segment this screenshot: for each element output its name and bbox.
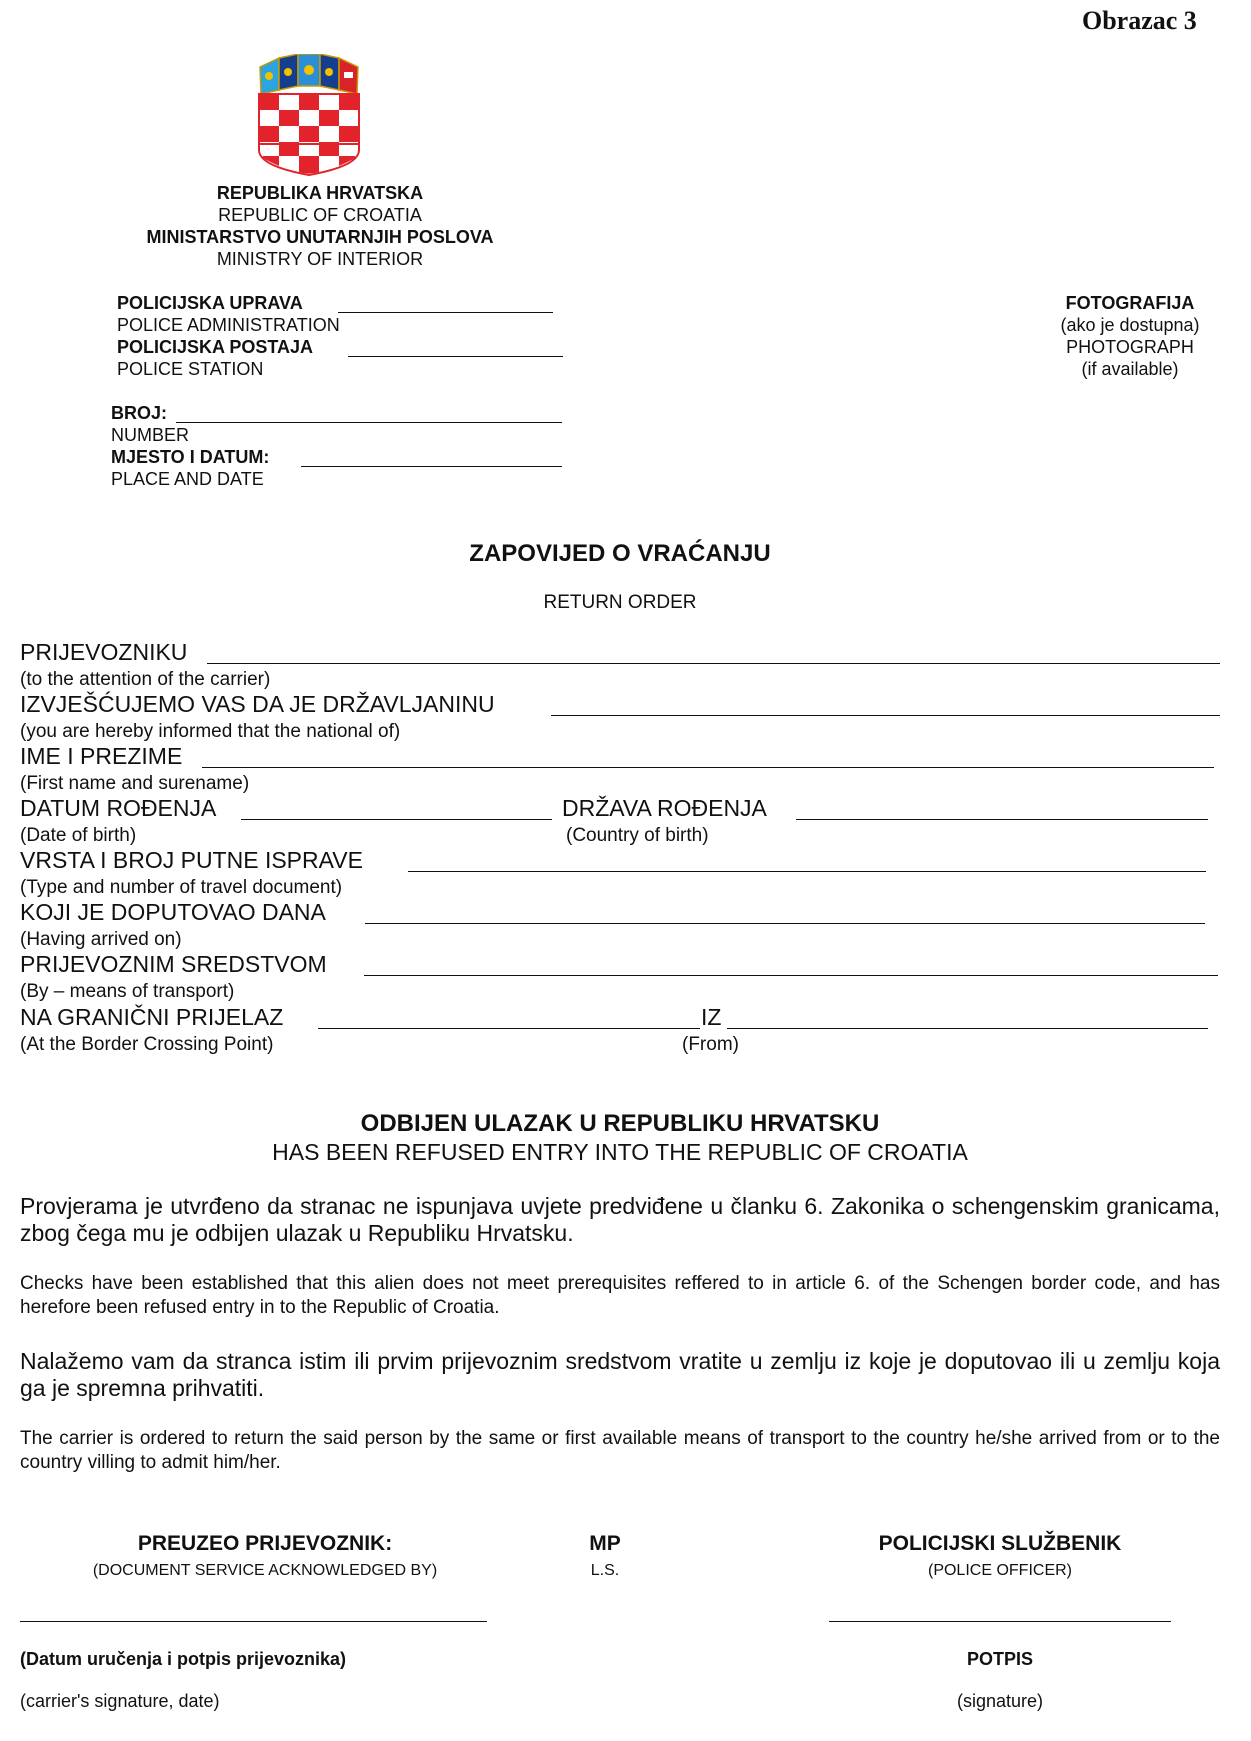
refused-heading-en: HAS BEEN REFUSED ENTRY INTO THE REPUBLIC OF CROATIA [272, 1139, 968, 1165]
header-line-1: REPUBLIKA HRVATSKA [216, 183, 424, 203]
stamp-label-en: L.S. [590, 1562, 620, 1579]
carrier-ack-sub: (DOCUMENT SERVICE ACKNOWLEDGED BY) [92, 1562, 438, 1579]
border-label-en: (At the Border Crossing Point) [20, 1034, 274, 1055]
arrived-label: KOJI JE DOPUTOVAO DANA [20, 899, 326, 925]
officer-sub: (POLICE OFFICER) [927, 1562, 1072, 1579]
checks-paragraph: Provjerama je utvrđeno da stranac ne ispunjava uvjete predviđene u članku 6. Zakonika o schengenskim granicama, zbog čega mu je odbijen ulazak u Republiku Hrvatsku. [20, 1193, 1220, 1246]
cob-field[interactable] [796, 819, 1208, 820]
name-label: IME I PREZIME [20, 743, 183, 769]
place-date-label: MJESTO I DATUM: [111, 447, 270, 467]
carrier-label: PRIJEVOZNIKU [20, 639, 188, 665]
carrier-field[interactable] [207, 663, 1220, 664]
header-line-2: REPUBLIC OF CROATIA [218, 205, 422, 225]
shield-icon [259, 94, 359, 175]
police-admin-label-en: POLICE ADMINISTRATION [117, 315, 340, 335]
form-number: Obrazac 3 [1082, 6, 1197, 35]
cob-label: DRŽAVA ROĐENJA [562, 795, 767, 821]
national-label-en: (you are hereby informed that the national of) [20, 721, 401, 742]
from-label: IZ [701, 1004, 722, 1030]
photo-label: FOTOGRAFIJA [1065, 293, 1195, 313]
coat-of-arms-logo [258, 54, 360, 176]
crown-icon [260, 54, 358, 94]
name-field[interactable] [202, 767, 1214, 768]
document-title-en: RETURN ORDER [543, 592, 697, 613]
stamp-label: MP [589, 1532, 621, 1555]
number-label: BROJ: [111, 403, 168, 423]
carrier-signature-label-en: (carrier's signature, date) [20, 1691, 220, 1711]
cob-label-en: (Country of birth) [566, 825, 709, 846]
from-field[interactable] [727, 1028, 1208, 1029]
police-station-field[interactable] [348, 356, 563, 357]
name-label-en: (First name and surename) [20, 773, 250, 794]
national-label: IZVJEŠĆUJEMO VAS DA JE DRŽAVLJANINU [20, 691, 495, 717]
transport-label-en: (By – means of transport) [20, 981, 235, 1002]
place-date-label-en: PLACE AND DATE [111, 469, 264, 489]
carrier-ack-title: PREUZEO PRIJEVOZNIK: [137, 1532, 393, 1555]
officer-signature-field[interactable] [829, 1621, 1171, 1622]
police-station-label: POLICIJSKA POSTAJA [117, 337, 314, 357]
police-station-label-en: POLICE STATION [117, 359, 264, 379]
arrived-field[interactable] [365, 923, 1205, 924]
header-line-4: MINISTRY OF INTERIOR [216, 249, 424, 269]
arrived-label-en: (Having arrived on) [20, 929, 182, 950]
order-paragraph-en: The carrier is ordered to return the said person by the same or first available means of transport to the country he/she arrived from or to the country villing to admit him/her. [20, 1428, 1220, 1473]
order-paragraph: Nalažemo vam da stranca istim ili prvim prijevoznim sredstvom vratite u zemlju iz koje je doputovao ili u zemlju koja ga je spremna prihvatiti. [20, 1348, 1220, 1401]
refused-heading: ODBIJEN ULAZAK U REPUBLIKU HRVATSKU [360, 1110, 880, 1137]
border-field[interactable] [318, 1028, 700, 1029]
transport-field[interactable] [364, 975, 1218, 976]
photo-label-en: PHOTOGRAPH [1066, 337, 1194, 357]
carrier-label-en: (to the attention of the carrier) [20, 669, 271, 690]
officer-signature-label: POTPIS [966, 1649, 1033, 1669]
dob-label-en: (Date of birth) [20, 825, 137, 846]
from-label-en: (From) [682, 1034, 739, 1055]
dob-label: DATUM ROĐENJA [20, 795, 217, 821]
dob-field[interactable] [241, 819, 552, 820]
photo-note-en: (if available) [1081, 359, 1179, 379]
photo-note: (ako je dostupna) [1060, 315, 1200, 335]
carrier-signature-label: (Datum uručenja i potpis prijevoznika) [20, 1649, 347, 1669]
number-field[interactable] [176, 422, 562, 423]
border-label: NA GRANIČNI PRIJELAZ [20, 1004, 284, 1030]
carrier-signature-field[interactable] [20, 1621, 487, 1622]
document-title: ZAPOVIJED O VRAĆANJU [469, 540, 771, 567]
police-admin-label: POLICIJSKA UPRAVA [117, 293, 303, 313]
transport-label: PRIJEVOZNIM SREDSTVOM [20, 951, 327, 977]
travel-doc-label: VRSTA I BROJ PUTNE ISPRAVE [20, 847, 363, 873]
header-line-3: MINISTARSTVO UNUTARNJIH POSLOVA [146, 227, 494, 247]
national-field[interactable] [551, 715, 1220, 716]
place-date-field[interactable] [301, 466, 562, 467]
number-label-en: NUMBER [111, 425, 190, 445]
officer-signature-label-en: (signature) [956, 1691, 1044, 1711]
checks-paragraph-en: Checks have been established that this alien does not meet prerequisites reffered to in article 6. of the Schengen border code, and has herefore been refused entry in to the Republic of Croatia. [20, 1273, 1220, 1318]
officer-title: POLICIJSKI SLUŽBENIK [878, 1532, 1122, 1555]
police-admin-field[interactable] [338, 312, 553, 313]
travel-doc-field[interactable] [408, 871, 1206, 872]
travel-doc-label-en: (Type and number of travel document) [20, 877, 343, 898]
